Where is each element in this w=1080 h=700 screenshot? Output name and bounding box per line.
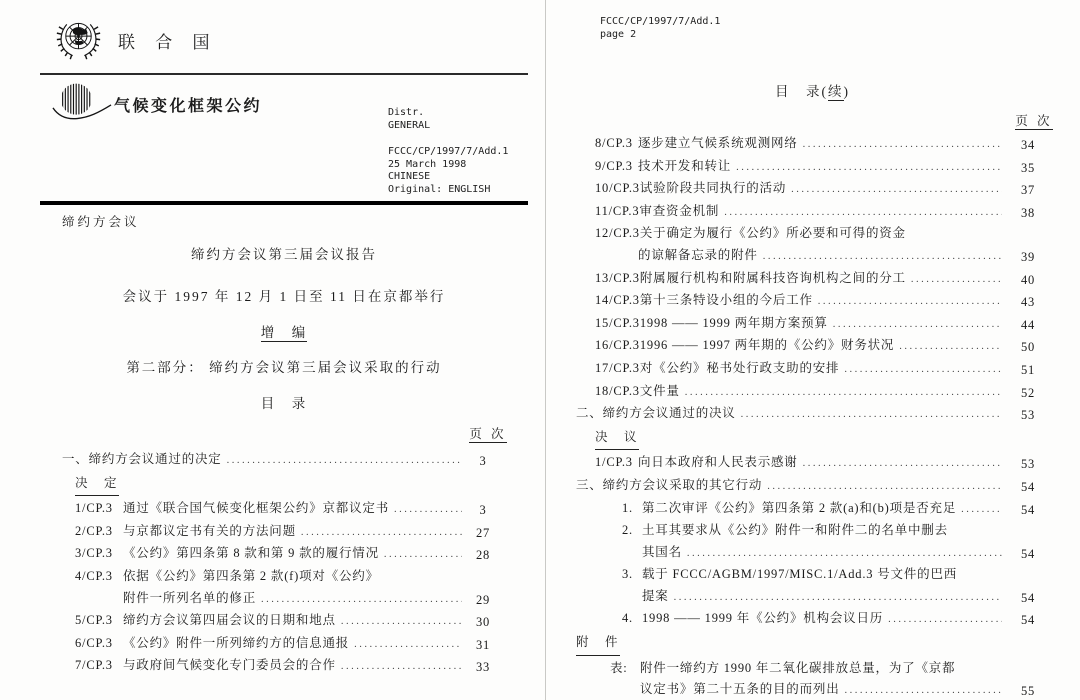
toc-entry-title: 的谅解备忘录的附件: [638, 247, 758, 262]
toc-row: [595, 156, 1048, 179]
dot-leader: [845, 679, 1002, 700]
toc-row: [595, 335, 1048, 358]
page-number: 52: [1020, 385, 1036, 400]
part-title: 第二部分： 缔约方会议第三届会议采取的行动: [126, 360, 442, 375]
toc-continued-post: ): [843, 84, 850, 99]
page-number: 38: [1020, 205, 1036, 220]
page-number: 35: [1020, 160, 1036, 175]
cop-label: 缔约方会议: [62, 215, 140, 229]
page-column-header: [1010, 111, 1058, 129]
toc-entry-label: 6/CP.3: [75, 635, 113, 650]
header-rule: [40, 73, 528, 75]
toc-subheading-row: [576, 632, 1048, 656]
unfccc-logo-icon: [52, 78, 112, 130]
toc-heading: 目 录: [260, 396, 308, 411]
page-number: 54: [1020, 546, 1036, 561]
toc-row: [75, 655, 498, 678]
page-number: 3: [479, 454, 487, 468]
toc-row: [622, 586, 1048, 609]
distr-line: Distr.: [388, 107, 425, 118]
dot-leader: [341, 610, 462, 633]
toc-row: [595, 313, 1048, 336]
dot-leader: [911, 268, 1002, 291]
page-number: 51: [1020, 362, 1036, 377]
toc-entry-label: 二、: [576, 406, 603, 421]
toc-entry-title: 《公约》第四条第 8 款和第 9 款的履行情况: [123, 546, 379, 561]
toc-row: [576, 475, 1048, 498]
toc-entry-label: 3/CP.3: [75, 546, 113, 561]
toc-row: [595, 223, 1048, 245]
toc-row: [595, 381, 1048, 404]
toc-row: [595, 268, 1048, 291]
toc-entry-title: 第十三条特设小组的今后工作: [639, 293, 813, 308]
dot-leader: [818, 290, 1002, 313]
dot-leader: [741, 403, 1002, 426]
toc-entry-label: 表:: [610, 660, 628, 675]
page-number: 44: [1020, 317, 1036, 332]
page-number: 3: [479, 503, 487, 518]
dot-leader: [341, 655, 462, 678]
toc-entry-title: 试验阶段共同执行的活动: [639, 181, 787, 196]
toc-entry-title: 审查资金机制: [639, 203, 720, 218]
toc-row: [75, 566, 498, 588]
dot-leader: [803, 452, 1002, 475]
toc-entry-label: 1.: [622, 500, 633, 515]
toc-entry-title: 1998 —— 1999 年《公约》机构会议日历: [642, 611, 884, 626]
page-number: 33: [475, 660, 491, 675]
page-number: 54: [1020, 613, 1036, 628]
toc-entry-title: 《公约》附件一所列缔约方的信息通报: [123, 635, 350, 650]
dot-leader: [736, 156, 1002, 179]
toc-row: [610, 679, 1048, 700]
page-number: 43: [1020, 295, 1036, 310]
toc-entry-label: 4/CP.3: [75, 568, 113, 583]
dot-leader: [301, 521, 462, 544]
doc-date: 25 March 1998: [388, 158, 467, 170]
toc-entry-title: 关于确定为履行《公约》所必要和可得的资金: [639, 226, 906, 241]
doc-symbol: FCCC/CP/1997/7/Add.1: [388, 146, 509, 157]
dot-leader: [687, 542, 1002, 565]
un-header: [55, 14, 218, 66]
report-title: 缔约方会议第三届会议报告: [191, 247, 377, 262]
toc-entry-label: 9/CP.3: [595, 158, 633, 173]
section-rule: [40, 201, 528, 205]
toc-entry-title: 缔约方会议第四届会议的日期和地点: [123, 613, 336, 628]
distribution-block: [388, 107, 430, 132]
page-column-label: 页 次: [1015, 114, 1053, 128]
addendum-label: 增 编: [260, 325, 308, 340]
dot-leader: [227, 449, 462, 472]
toc-row: [576, 403, 1048, 426]
toc-subheading-label: 附 件: [576, 632, 620, 656]
dot-leader: [899, 335, 1002, 358]
toc-continued-mark: 续: [828, 84, 844, 99]
toc-subheading-label: 决 定: [75, 473, 119, 497]
toc-row: [75, 633, 498, 656]
toc-row: [622, 608, 1048, 631]
toc-entry-label: 4.: [622, 611, 633, 626]
toc-entry-label: 15/CP.3: [595, 315, 640, 330]
toc-row: [595, 133, 1048, 156]
dot-leader: [724, 201, 1002, 224]
page-number: 55: [1020, 684, 1036, 699]
toc-entry-title: 提案: [642, 588, 669, 603]
toc-entry-label: 10/CP.3: [595, 181, 640, 196]
toc-row: [595, 358, 1048, 381]
toc-entry-title: 1998 —— 1999 两年期方案预算: [639, 315, 828, 330]
toc-left: [62, 449, 498, 678]
toc-entry-title: 土耳其要求从《公约》附件一和附件二的名单中删去: [642, 523, 948, 538]
toc-entry-title: 1996 —— 1997 两年期的《公约》财务状况: [639, 338, 895, 353]
page-number: 54: [1020, 479, 1036, 494]
toc-entry-label: 2/CP.3: [75, 523, 113, 538]
toc-entry-title: 载于 FCCC/AGBM/1997/MISC.1/Add.3 号文件的巴西: [642, 567, 958, 582]
toc-entry-label: 12/CP.3: [595, 226, 640, 241]
toc-row: [610, 658, 1048, 680]
toc-entry-label: 16/CP.3: [595, 338, 640, 353]
toc-entry-title: 文件量: [639, 383, 680, 398]
un-emblem-icon: [55, 14, 102, 66]
toc-entry-label: 三、: [576, 477, 603, 492]
page-number: 28: [475, 548, 491, 563]
toc-row: [75, 610, 498, 633]
page-column-label: 页 次: [469, 427, 507, 441]
toc-entry-label: 5/CP.3: [75, 613, 113, 628]
toc-row: [75, 588, 498, 611]
toc-row: [595, 290, 1048, 313]
toc-row: [595, 178, 1048, 201]
toc-row: [595, 245, 1048, 268]
toc-entry-title: 向日本政府和人民表示感谢: [638, 455, 798, 470]
toc-entry-title: 缔约方会议采取的其它行动: [602, 477, 763, 492]
dot-leader: [394, 498, 462, 521]
toc-row: [595, 201, 1048, 224]
dot-leader: [961, 498, 1002, 521]
page-number: 39: [1020, 249, 1036, 264]
toc-entry-title: 第二次审评《公约》第四条第 2 款(a)和(b)项是否充足: [642, 500, 957, 515]
running-header: [600, 16, 720, 41]
running-header-page: page 2: [600, 28, 637, 40]
venue-title: 会议于 1997 年 12 月 1 日至 11 日在京都举行: [122, 289, 446, 304]
dot-leader: [844, 358, 1002, 381]
dot-leader: [261, 588, 462, 611]
page-number: 54: [1020, 590, 1036, 605]
toc-entry-label: 1/CP.3: [75, 501, 113, 516]
toc-entry-label: 2.: [622, 523, 633, 538]
toc-row: [622, 564, 1048, 586]
dot-leader: [685, 381, 1002, 404]
page-number: 29: [475, 592, 491, 607]
toc-row: [622, 542, 1048, 565]
unfccc-header: [52, 78, 262, 130]
toc-entry-title: 附件一缔约方 1990 年二氧化碳排放总量，为了《京都: [640, 660, 956, 675]
toc-subheading-row: [595, 427, 1048, 451]
toc-row: [75, 498, 498, 521]
toc-entry-label: 14/CP.3: [595, 293, 640, 308]
toc-entry-label: 11/CP.3: [595, 203, 640, 218]
page-number: 27: [475, 525, 491, 540]
toc-row: [622, 520, 1048, 542]
toc-entry-label: 17/CP.3: [595, 360, 640, 375]
toc-entry-title: 附属履行机构和附属科技咨询机构之间的分工: [639, 270, 906, 285]
toc-entry-label: 一、: [62, 452, 89, 466]
page-number: 53: [1020, 408, 1036, 423]
dot-leader: [354, 633, 462, 656]
page-number: 40: [1020, 272, 1036, 287]
distr-line: GENERAL: [388, 119, 431, 131]
toc-row: [622, 498, 1048, 521]
dot-leader: [791, 178, 1002, 201]
doc-original: Original: ENGLISH: [388, 183, 491, 195]
toc-entry-label: 13/CP.3: [595, 270, 640, 285]
toc-row: [75, 543, 498, 566]
page-number: 34: [1020, 138, 1036, 152]
toc-right: [576, 133, 1048, 700]
toc-entry-label: 18/CP.3: [595, 383, 640, 398]
page-number: 31: [475, 637, 491, 652]
right-page: [545, 0, 1080, 700]
toc-entry-label: 7/CP.3: [75, 658, 113, 673]
dot-leader: [384, 543, 462, 566]
running-header-symbol: FCCC/CP/1997/7/Add.1: [600, 16, 721, 27]
convention-title: 气候变化框架公约: [114, 97, 263, 115]
toc-row: [75, 521, 498, 544]
toc-entry-title: 其国名: [642, 544, 682, 559]
dot-leader: [674, 586, 1002, 609]
page-column-header: [466, 424, 510, 442]
page-number: 37: [1020, 183, 1036, 198]
toc-entry-title: 与政府间气候变化专门委员会的合作: [123, 658, 336, 673]
page-number: 50: [1020, 340, 1036, 355]
toc-subheading-row: [75, 473, 498, 497]
toc-entry-title: 与京都议定书有关的方法问题: [123, 523, 296, 538]
toc-entry-title: 逐步建立气候系统观测网络: [638, 136, 798, 150]
toc-entry-title: 依据《公约》第四条第 2 款(f)项对《公约》: [123, 568, 379, 583]
toc-entry-title: 议定书》第二十五条的目的而列出: [640, 682, 840, 697]
toc-entry-title: 技术开发和转让: [638, 158, 732, 173]
dot-leader: [803, 133, 1002, 156]
toc-entry-title: 通过《联合国气候变化框架公约》京都议定书: [123, 501, 390, 516]
toc-row: [595, 452, 1048, 475]
dot-leader: [767, 475, 1002, 498]
page-number: 30: [475, 615, 491, 630]
toc-continued-heading: [545, 80, 1080, 100]
dot-leader: [833, 313, 1002, 336]
toc-entry-title: 缔约方会议通过的决定: [88, 452, 222, 466]
dot-leader: [763, 245, 1002, 268]
toc-entry-label: 3.: [622, 567, 633, 582]
page-number: 54: [1020, 502, 1036, 517]
page-number: 53: [1020, 457, 1036, 472]
un-title: 联 合 国: [118, 32, 218, 52]
document-meta-block: [388, 146, 508, 196]
toc-entry-title: 缔约方会议通过的决议: [602, 406, 736, 421]
toc-entry-label: 1/CP.3: [595, 455, 633, 470]
toc-entry-title: 附件一所列名单的修正: [123, 590, 257, 605]
addendum-title: [40, 321, 528, 341]
toc-entry-title: 对《公约》秘书处行政支助的安排: [639, 360, 840, 375]
toc-subheading-label: 决 议: [595, 427, 639, 451]
toc-continued-pre: 目 录(: [775, 84, 828, 99]
toc-row: [62, 449, 498, 472]
toc-entry-label: 8/CP.3: [595, 136, 633, 150]
dot-leader: [888, 608, 1002, 631]
doc-language: CHINESE: [388, 171, 431, 182]
